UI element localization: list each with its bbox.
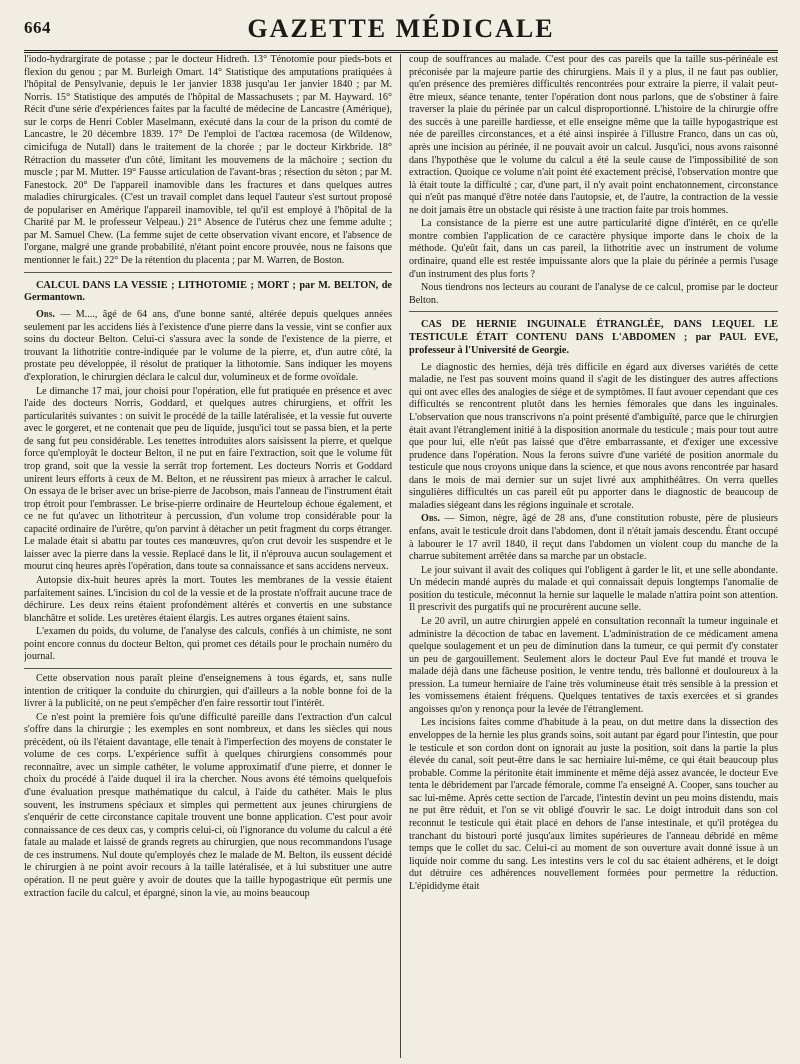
section-title-hernie: CAS DE HERNIE INGUINALE ÉTRANGLÉE, DANS LEQUEL LE TESTICULE ÉTAIT CONTENU DANS L'ABDOMEN ; par PAUL EVE, professeur à l'Université de Georgie. <box>409 319 778 356</box>
paragraph: Le dimanche 17 mai, jour choisi pour l'opération, elle fut pratiquée en présence et avec l'aide des docteurs Norris, Goddard, et quelques autres chirurgiens, et offrit les particularités suivantes : on suivit le procédé de la taille latéralisée, et la vessie fut ouverte avec le gorgeret, et ne contenait que peu de liquide, jusqu'ici tout se passa bien, et la perte de sang fut peu considérable. Les tenettes introduites alors saisissent la pierre, et quelque force qu'employât le docteur Belton, il ne put en faire l'extraction, soit que le volume fût trop grand, soit que la vessie la serrât trop fortement. Les docteurs Norris et Goddard unirent leurs efforts à ceux de M. Belton, et ne réussirent pas mieux à arracher le calcul. On essaya de le briser avec un brise-pierre de Jacobson, mais l'anneau de l'instrument était trop étroit pour l'embrasser. Le brise-pierre ordinaire de Heurteloup échoue également, et ce ne fut qu'avec un lithotriteur à percussion, d'un volume trop considérable pour la capacité ordinaire de l'urètre, qu'on parvint à détacher un petit fragment du corps étranger. Le malade était si abattu par toutes ces manœuvres, qu'on crut devoir les suspendre et le laisser avec la pierre dans la vessie. Replacé dans le lit, il n'éprouva aucun soulagement et mourut cinq heures après l'opération, dans toute sa connaissance et sans accidens nerveux. <box>24 385 392 573</box>
column-rule <box>409 311 778 312</box>
right-column <box>401 54 778 1058</box>
observation-paragraph <box>409 513 778 563</box>
paragraph: La consistance de la pierre est une autre particularité digne d'intérêt, en ce qu'elle montre combien l'application de ce caractère physique importe dans le choix de la méthode. Qu'eût fait, dans un cas pareil, la lithotritie avec un instrument de volume ordinaire, quand elle est restée impuissante alors que la plaie du périnée a permis l'usage d'un instrument des plus forts ? <box>409 218 778 280</box>
column-rule <box>24 668 392 669</box>
journal-title: GAZETTE MÉDICALE <box>247 14 555 43</box>
left-column <box>24 54 401 1058</box>
paragraph: Le diagnostic des hernies, déjà très difficile en égard aux diverses variétés de cette maladie, ne l'est pas souvent moins quand il s'agit de les distinguer des autres affections qui ont avec elles des analogies de siége et de symptômes. Il faut avouer cependant que ces difficultés se rencontrent plutôt dans les hernies fémorales que dans les inguinales. L'observation que nous transcrivons n'a point présenté d'ambiguïté, parce que le chirurgien était avant l'étranglement initié à la disposition anormale du testicule ; mais pour tout autre que pour lui, elle n'eût pas laissé que d'être embarrassante, et d'exiger une excessive prudence dans l'opération. Nous la ferons suivre d'une variété de position anormale du testicule que nous croyons unique dans la science, et que nous avons rencontrée par hasard dans le mois de mai dernier sur un sujet livré aux amphithéâtres. On verra quelles singulières difficultés un cas pareil eût pu apporter dans le diagnostic de beaucoup de maladies siégeant dans les régions inguinale et scrotale. <box>409 361 778 511</box>
obs-label: Obs. <box>36 309 55 321</box>
article-columns <box>24 54 778 1058</box>
column-rule <box>24 272 392 273</box>
obs-label: Obs. <box>421 513 440 525</box>
paragraph: Autopsie dix-huit heures après la mort. Toutes les membranes de la vessie étaient parfaitement saines. L'incision du col de la vessie et de la prostate n'offrait aucune trace de déchirure. Les deux reins étaient profondément altérés et convertis en une substance blanchâtre et solide. Les uretères étaient élargis. Les autres organes étaient sains. <box>24 575 392 624</box>
paragraph: Le 20 avril, un autre chirurgien appelé en consultation reconnaît la tumeur inguinale et administre la décoction de tabac en lavement. L'administration de ce médicament amena quelque soulagement et un peu de diminution dans la tumeur, ce qui permit d'y constater un peu de gargouillement. Seulement alors le docteur Paul Eve fut mandé et trouva le malade déjà dans une fâcheuse position, le ventre tendu, très ballonné et douloureux à la pression. La tumeur herniaire de l'aine très volumineuse était très sensible à la pression et les vomissemens étaient fréquens. Quelques tentatives de taxis exercées et si grandes angoisses qu'on y renonça pour la levée de l'étranglement. <box>409 615 778 715</box>
paragraph: Cette observation nous paraît pleine d'enseignemens à tous égards, et, sans nulle intention de critiquer la conduite du chirurgien, qui d'ailleurs a la noble bonne foi de la livrer à la publicité, on ne peut s'empêcher d'en faire ressortir tout l'intérêt. <box>24 672 392 710</box>
paragraph: coup de souffrances au malade. C'est pour des cas pareils que la taille sus-périnéale est préconisée par la majeure partie des chirurgiens. Mais il y a plus, il ne faut pas oublier, qu'en présence des premières difficultés rencontrées pour extraire la pierre, il valait peut-être mieux, séance tenante, tenter l'opération dont nous parlons, que de s'obstiner à faire traverser la plaie du périnée par un calcul disproportionné. L'histoire de la chirurgie offre des succès à une pareille hardiesse, et elle enseigne même que la taille hypogastrique est née de pareilles circonstances, et a été ainsi inspirée à l'illustre Franco, dans un cas où, après une incision au périnée, il ne pouvait avoir un calcul. Jusqu'ici, nous avons raisonné dans l'hypothèse que le volume du calcul a été la seule cause de l'impossibilité de son extraction. Quoique ce volume n'ait point été exactement précisé, l'observation montre que là était toute la difficulté ; car, d'une part, il n'y avait point enchatonnement, circonstance qui n'eût pas manqué d'être notée dans l'autopsie, et, de l'autre, la contraction de la vessie ne doit jamais être un obstacle qui résiste à une traction faite par trois hommes. <box>409 54 778 216</box>
section-title-calcul: CALCUL DANS LA VESSIE ; LITHOTOMIE ; MORT ; par M. BELTON, de Germantown. <box>24 279 392 304</box>
observation-text: — Simon, nègre, âgé de 28 ans, d'une constitution robuste, père de plusieurs enfans, avait le testicule droit dans l'abdomen, dont il n'était jamais descendu. Étant occupé à labourer le 17 avril 1840, il reçut dans l'abdomen un violent coup du manche de la charrue subitement arrêtée dans sa marche par un obstacle. <box>409 513 778 563</box>
intro-paragraph: l'iodo-hydrargirate de potasse ; par le docteur Hidreth. 13° Ténotomie pour pieds-bots et flexion du genou ; par M. Burleigh Omart. 14° Statistique des amputations pratiquées à l'hôpital de Pensylvanie, depuis le 1er janvier 1838 jusqu'au 1er janvier 1840 ; par M. Norris. 15° Statistique des amputés de l'hôpital de Massachusets ; par M. Hayward. 16° Récit d'une série d'expériences faites par la faculté de médecine de Lancastre (Amérique), sur le corps de Henri Cobler Maselmann, exécuté dans la cour de la prison du comté de Lancastre, le 20 décembre 1839. 17° De l'emploi de l'actœa racemosa (de Wildenow, cimicifuga de Nutall) dans le traitement de la chorée ; par le docteur Kirkbride. 18° Rétraction du masseter d'un côté, limitant les mouvemens de la mâchoire ; section du muscle ; par M. Mutter. 19° Fausse articulation de l'avant-bras ; résection du sèton ; par M. Fanestock. 20° De l'appareil inamovible dans les fractures et dans quelques autres maladies chirurgicales. (C'est un travail complet dans lequel l'auteur s'est surtout proposé de populariser en Amérique l'appareil inamovible, tel qu'il est employé à l'hôpital de la Charité par M. le professeur Velpeau.) 21° Absence de l'utérus chez une femme adulte ; par M. Samuel Chew. (La femme sujet de cette observation vivant encore, et l'absence de l'organe, malgré une grande probabilité, n'étant point encore prouvée, nous ne faisons que mentionner le fait.) 22° De la rétention du placenta ; par M. Warren, de Boston. <box>24 54 392 266</box>
paragraph: Le jour suivant il avait des coliques qui l'obligent à garder le lit, et une selle abondante. Un médecin mandé auprès du malade et qui connaissait depuis longtemps l'anomalie de position du testicule, méconnut la hernie sur laquelle le malade n'attira point son attention. Il prescrivit des purgatifs qui ne procurèrent aucune selle. <box>409 564 778 614</box>
page-header <box>24 14 778 53</box>
observation-text: — M...., âgé de 64 ans, d'une bonne santé, altérée depuis quelques années seulement par les accidens liés à l'existence d'une pierre dans la vessie, vint se confier aux soins du docteur Belton. Celui-ci s'assura avec la sonde de l'existence de la pierre, et trouvant la lithotritie contre-indiquée par le volume de la pierre, et, d'un autre côté, la prostate peu développée, il résolut de pratiquer la lithotomie. Sans indiquer les moyens d'exploration, le chirurgien déclara le calcul dur, volumineux et de forme ovoïdale. <box>24 309 392 383</box>
paragraph: Nous tiendrons nos lecteurs au courant de l'analyse de ce calcul, promise par le docteur Belton. <box>409 282 778 306</box>
observation-paragraph <box>24 309 392 384</box>
page-number: 664 <box>24 18 51 37</box>
paragraph: Les incisions faites comme d'habitude à la peau, on dut mettre dans la dissection des enveloppes de la hernie les plus grands soins, soit autant par égard pour l'intestin, que pour le testicule et son cordon dont on ignorait au juste la position, soit dans la partie la plus élevée du canal, soit peut-être dans le sac herniaire lui-même, ce qui était beaucoup plus probable. Comme la péritonite était imminente et même déjà assez avancée, le docteur Eve tenta le débridement par l'arcade fémorale, comme l'a enseigné A. Cooper, sans toucher au sac lui-même. Après cette section de l'arcade, l'intestin devint un peu moins distendu, mais ne put être réduit, et l'on se vit obligé d'ouvrir le sac. Le doigt introduit dans son col reconnut le testicule qui était placé en dehors de l'anse intestinale, et qu'il protégea du tranchant du bistouri porté jusqu'aux limites supérieures de l'anneau débridé en même temps que le collet du sac. Celui-ci au moment de son ouverture avait donné issue à un liquide noir comme du sang. Les intestins vers le col du sac étaient adhérens, et le doigt dut détruire ces adhérences nouvellement formées pour permettre la réduction. L'épididyme était <box>409 717 778 892</box>
paragraph: Ce n'est point la première fois qu'une difficulté pareille dans l'extraction d'un calcul s'offre dans la chirurgie ; les exemples en sont nombreux, et dans les siècles qui nous précèdent, où ils l'étaient davantage, elle tenait à l'imperfection des moyens de constater le volume de ces corps. L'expérience suffit à quelques chirurgiens consommés pour reconnaître, avec un simple cathéter, le volume approximatif d'une pierre, et donner le choix du procédé à l'aide duquel il ira la chercher. Nous avons été témoins quelquefois d'une évaluation presque mathématique du calcul, à l'aide du cathéter. Mais le plus souvent, les instrumens spéciaux et simples qui permettent aux jeunes chirurgiens de s'enquérir de cette circonstance capitale trouvent une bonne application. C'est pour avoir connaissance de ces deux cas, y compris celui-ci, où l'ignorance du volume du calcul a été fatale au malade et laissé de grands regrets au chirurgien, que nous recommandons l'usage de ces instrumens. Nul doute qu'employés chez le malade de M. Belton, ils eussent décidé le chirurgien à ne point avoir recours à la taille latéralisée, et à lui substituer une autre opération. Il ne peut guère y avoir de doutes que la taille hypogastrique eût permis une extraction facile du calcul, et épargné, sinon la vie, au moins beaucoup <box>24 711 392 899</box>
paragraph: L'examen du poids, du volume, de l'analyse des calculs, confiés à un chimiste, ne sont point encore connus du docteur Belton, qui promet ces détails pour le prochain numéro du journal. <box>24 626 392 663</box>
